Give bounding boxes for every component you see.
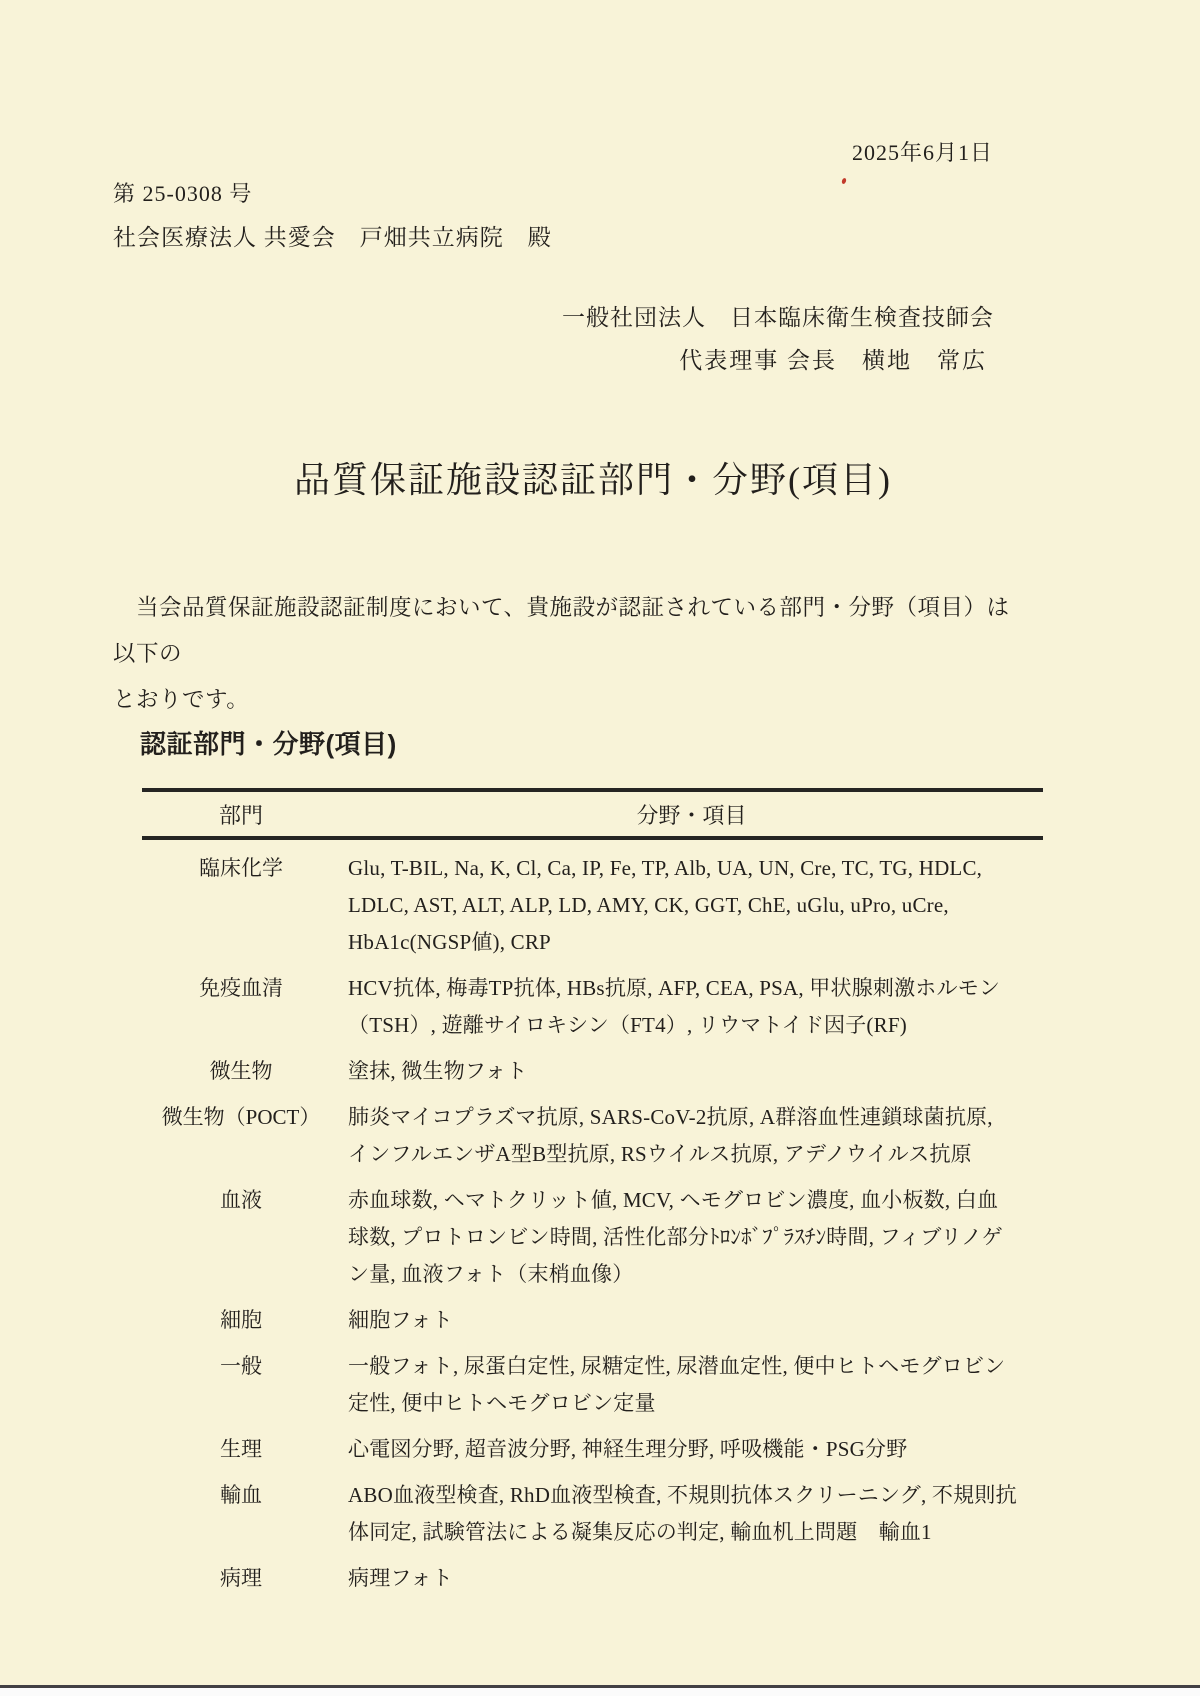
dept-cell: 細胞 [220, 1308, 262, 1332]
items-cell: HCV抗体, 梅毒TP抗体, HBs抗原, AFP, CEA, PSA, 甲状腺刺激ホルモン（TSH）, 遊離サイロキシン（FT4）, リウマトイド因子(RF) [348, 976, 1001, 1037]
dept-cell: 一般 [220, 1354, 262, 1378]
items-cell: 細胞フォト [348, 1308, 453, 1332]
table-row [142, 1560, 1043, 1597]
dept-cell: 病理 [220, 1566, 262, 1590]
letter-date: 2025年6月1日 [851, 140, 993, 165]
items-cell: 心電図分野, 超音波分野, 神経生理分野, 呼吸機能・PSG分野 [348, 1437, 908, 1461]
items-cell: 肺炎マイコプラズマ抗原, SARS-CoV-2抗原, A群溶血性連鎖球菌抗原, インフルエンザA型B型抗原, RSウイルス抗原, アデノウイルス抗原 [348, 1105, 993, 1166]
dept-cell: 微生物 [209, 1059, 273, 1083]
recipient-line: 社会医療法人 共愛会 戸畑共立病院 殿 [113, 225, 552, 250]
intro-paragraph [113, 585, 1013, 723]
table-row [142, 970, 1043, 1044]
table-row [142, 1477, 1043, 1551]
sender-organization: 一般社団法人 日本臨床衛生検査技師会 [562, 305, 994, 330]
scan-artifact-red-mark [841, 177, 847, 184]
dept-cell: 血液 [220, 1188, 262, 1212]
table-row [142, 1302, 1043, 1339]
header-items: 分野・項目 [636, 802, 747, 828]
table-header-row [142, 792, 1043, 840]
document-number: 第 25-0308 号 [113, 181, 253, 206]
items-cell: 赤血球数, ヘマトクリット値, MCV, ヘモグロビン濃度, 血小板数, 白血球数, プロトロンビン時間, 活性化部分ﾄﾛﾝﾎﾞﾌﾟﾗｽﾁﾝ時間, フィブリノゲン量, 血液フォト（末梢血像） [348, 1188, 1003, 1286]
section-heading: 認証部門・分野(項目) [140, 729, 397, 759]
table-row [142, 1431, 1043, 1468]
header-dept: 部門 [218, 802, 263, 828]
items-cell: ABO血液型検査, RhD血液型検査, 不規則抗体スクリーニング, 不規則抗体同定, 試験管法による凝集反応の判定, 輸血机上問題 輸血1 [348, 1483, 1017, 1544]
scan-bottom-edge [0, 1685, 1200, 1696]
items-cell: 病理フォト [348, 1566, 453, 1590]
dept-cell: 臨床化学 [199, 856, 283, 880]
table-row [142, 1053, 1043, 1090]
dept-cell: 微生物（POCT） [161, 1105, 321, 1129]
table-body [142, 840, 1043, 1597]
document-title: 品質保証施設認証部門・分野(項目) [294, 460, 892, 500]
dept-cell: 輸血 [220, 1483, 262, 1507]
dept-cell: 免疫血清 [199, 976, 283, 1000]
intro-line-2: とおりです。 [113, 687, 250, 712]
dept-cell: 生理 [220, 1437, 262, 1461]
table-row [142, 1348, 1043, 1422]
table-row [142, 850, 1043, 961]
table-row [142, 1099, 1043, 1173]
sender-representative: 代表理事 会長 横地 常広 [679, 348, 987, 373]
certification-table [142, 788, 1043, 1606]
table-row [142, 1182, 1043, 1293]
items-cell: 塗抹, 微生物フォト [348, 1059, 528, 1083]
intro-line-1: 当会品質保証施設認証制度において、貴施設が認証されている部門・分野（項目）は以下の [113, 595, 1010, 666]
items-cell: 一般フォト, 尿蛋白定性, 尿糖定性, 尿潜血定性, 便中ヒトヘモグロビン定性, 便中ヒトヘモグロビン定量 [348, 1354, 1006, 1415]
items-cell: Glu, T-BIL, Na, K, Cl, Ca, IP, Fe, TP, Alb, UA, UN, Cre, TC, TG, HDLC, LDLC, AST, ALT, ALP, LD, AMY, CK, GGT, ChE, uGlu, uPro, uCre, HbA1c(NGSP値), CRP [348, 856, 983, 954]
